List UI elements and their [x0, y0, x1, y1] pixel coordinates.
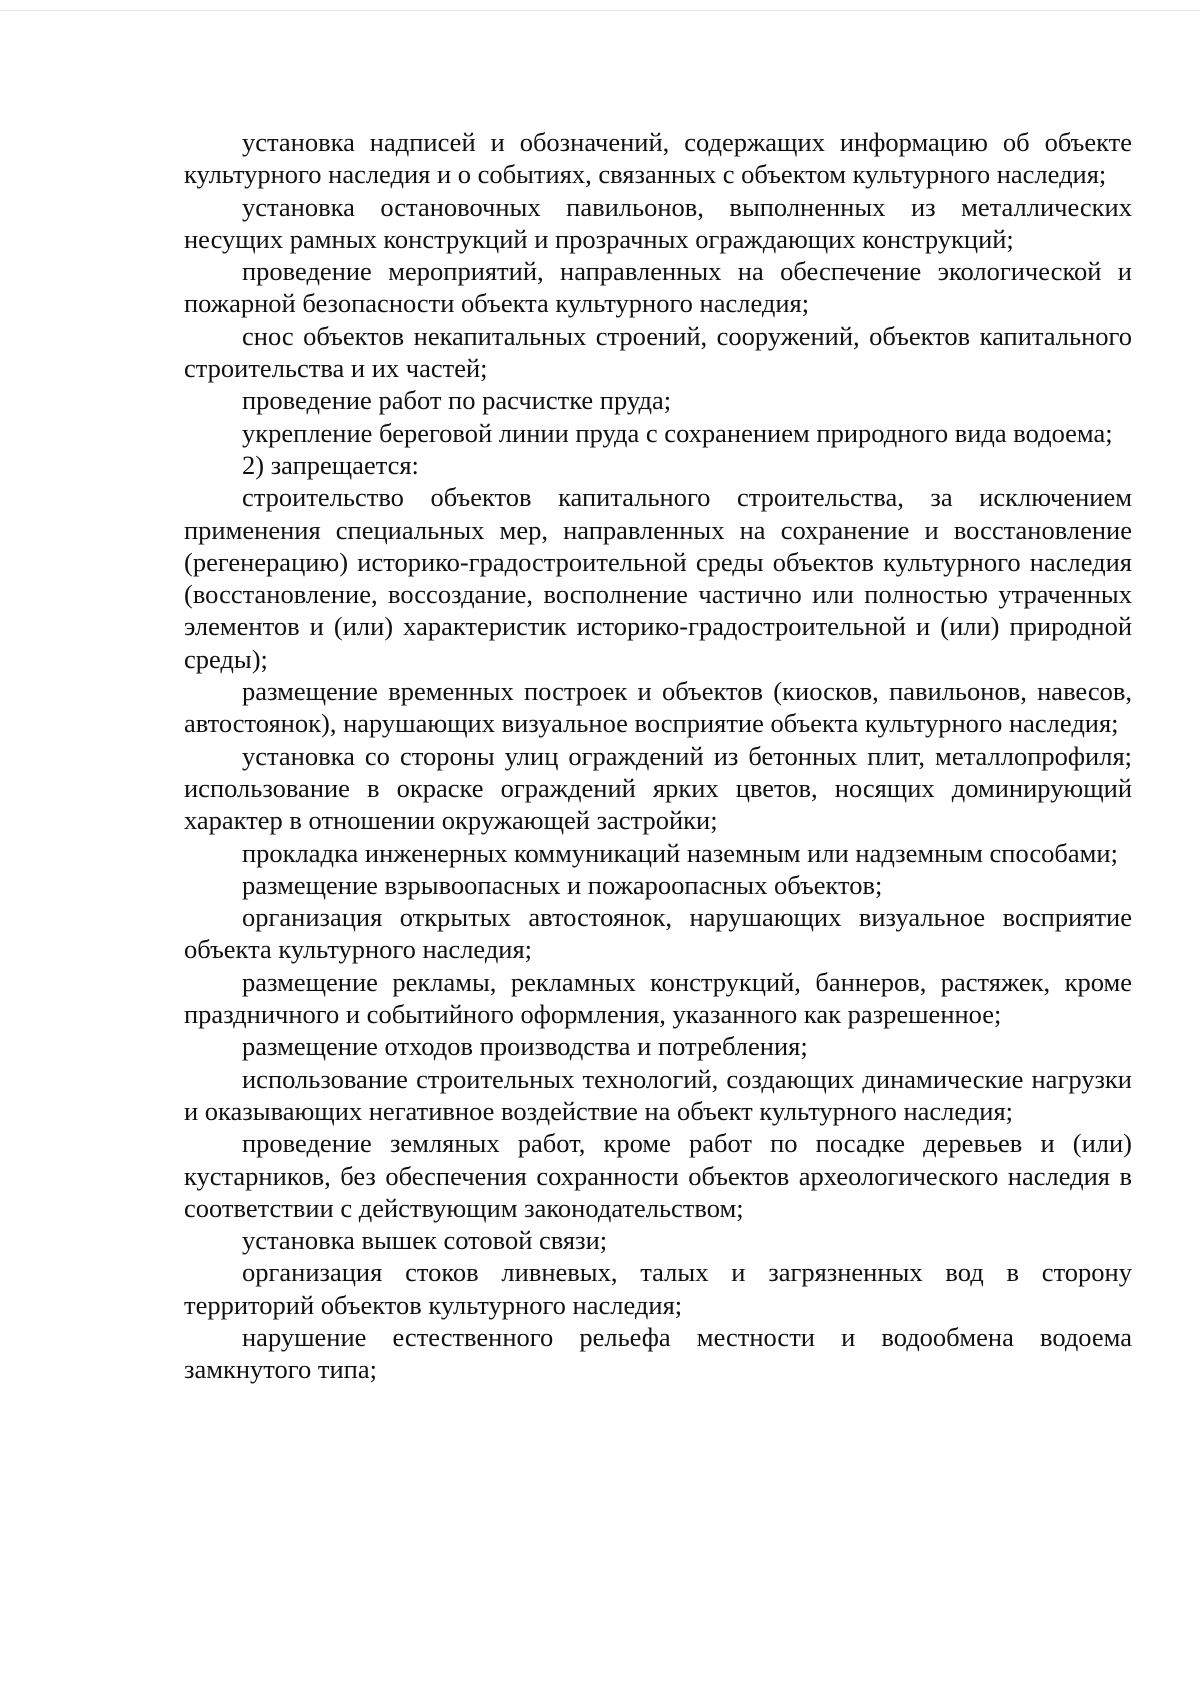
paragraph-cell-towers: установка вышек сотовой связи; [242, 1225, 608, 1256]
paragraph-hazardous-objects: размещение взрывоопасных и пожароопасных объектов; [242, 869, 883, 900]
paragraph-fences: установка со стороны улиц ограждений из бетонных плит, металлопрофиля; использование в окраске ограждений ярких цветов, носящих доминирующий характер в отношении окружающей застройки; [184, 740, 1132, 836]
paragraph-advertising: размещение рекламы, рекламных конструкций, баннеров, растяжек, кроме праздничного и событийного оформления, указанного как разрешенное; [184, 966, 1132, 1030]
paragraph-safety-measures: проведение мероприятий, направленных на обеспечение экологической и пожарной безопасности объекта культурного наследия; [184, 256, 1132, 319]
paragraph-construction-tech: использование строительных технологий, создающих динамические нагрузки и оказывающих негативное воздействие на объект культурного наследия; [184, 1063, 1132, 1126]
paragraph-utilities: прокладка инженерных коммуникаций наземным или надземным способами; [242, 837, 1118, 868]
document-body [184, 126, 1132, 1386]
paragraph-relief: нарушение естественного рельефа местности и водообмена водоема замкнутого типа; [184, 1321, 1132, 1385]
paragraph-pond-cleaning: проведение работ по расчистке пруда; [242, 385, 672, 416]
paragraph-demolition: снос объектов некапитальных строений, сооружений, объектов капитального строительства и их частей; [184, 320, 1132, 384]
paragraph-prohibited-heading: 2) запрещается: [242, 449, 419, 480]
paragraph-waste: размещение отходов производства и потребления; [242, 1031, 808, 1062]
paragraph-parking: организация открытых автостоянок, нарушающих визуальное восприятие объекта культурного наследия; [184, 902, 1132, 965]
paragraph-temporary-buildings: размещение временных построек и объектов (киосков, павильонов, навесов, автостоянок), нарушающих визуальное восприятие объекта культурного наследия; [184, 676, 1132, 739]
paragraph-capital-construction: строительство объектов капитального строительства, за исключением применения специальных мер, направленных на сохранение и восстановление (регенерацию) историко-градостроительной среды объектов культурного наследия (восстановление, воссоздание, восполнение частично или полностью утраченных элементов и (или) характеристик историко-градостроительной и (или) природной среды); [184, 482, 1132, 674]
paragraph-shoreline: укрепление береговой линии пруда с сохранением природного вида водоема; [242, 417, 1113, 448]
paragraph-signage: установка надписей и обозначений, содержащих информацию об объекте культурного наследия и о событиях, связанных с объектом культурного наследия; [184, 127, 1132, 190]
scan-edge-line [0, 10, 1200, 11]
paragraph-drainage: организация стоков ливневых, талых и загрязненных вод в сторону территорий объектов культурного наследия; [184, 1257, 1132, 1320]
paragraph-bus-shelters: установка остановочных павильонов, выполненных из металлических несущих рамных конструкций и прозрачных ограждающих конструкций; [184, 191, 1132, 254]
paragraph-earthworks: проведение земляных работ, кроме работ по посадке деревьев и (или) кустарников, без обеспечения сохранности объектов археологического наследия в соответствии с действующим законодательством; [184, 1128, 1132, 1223]
